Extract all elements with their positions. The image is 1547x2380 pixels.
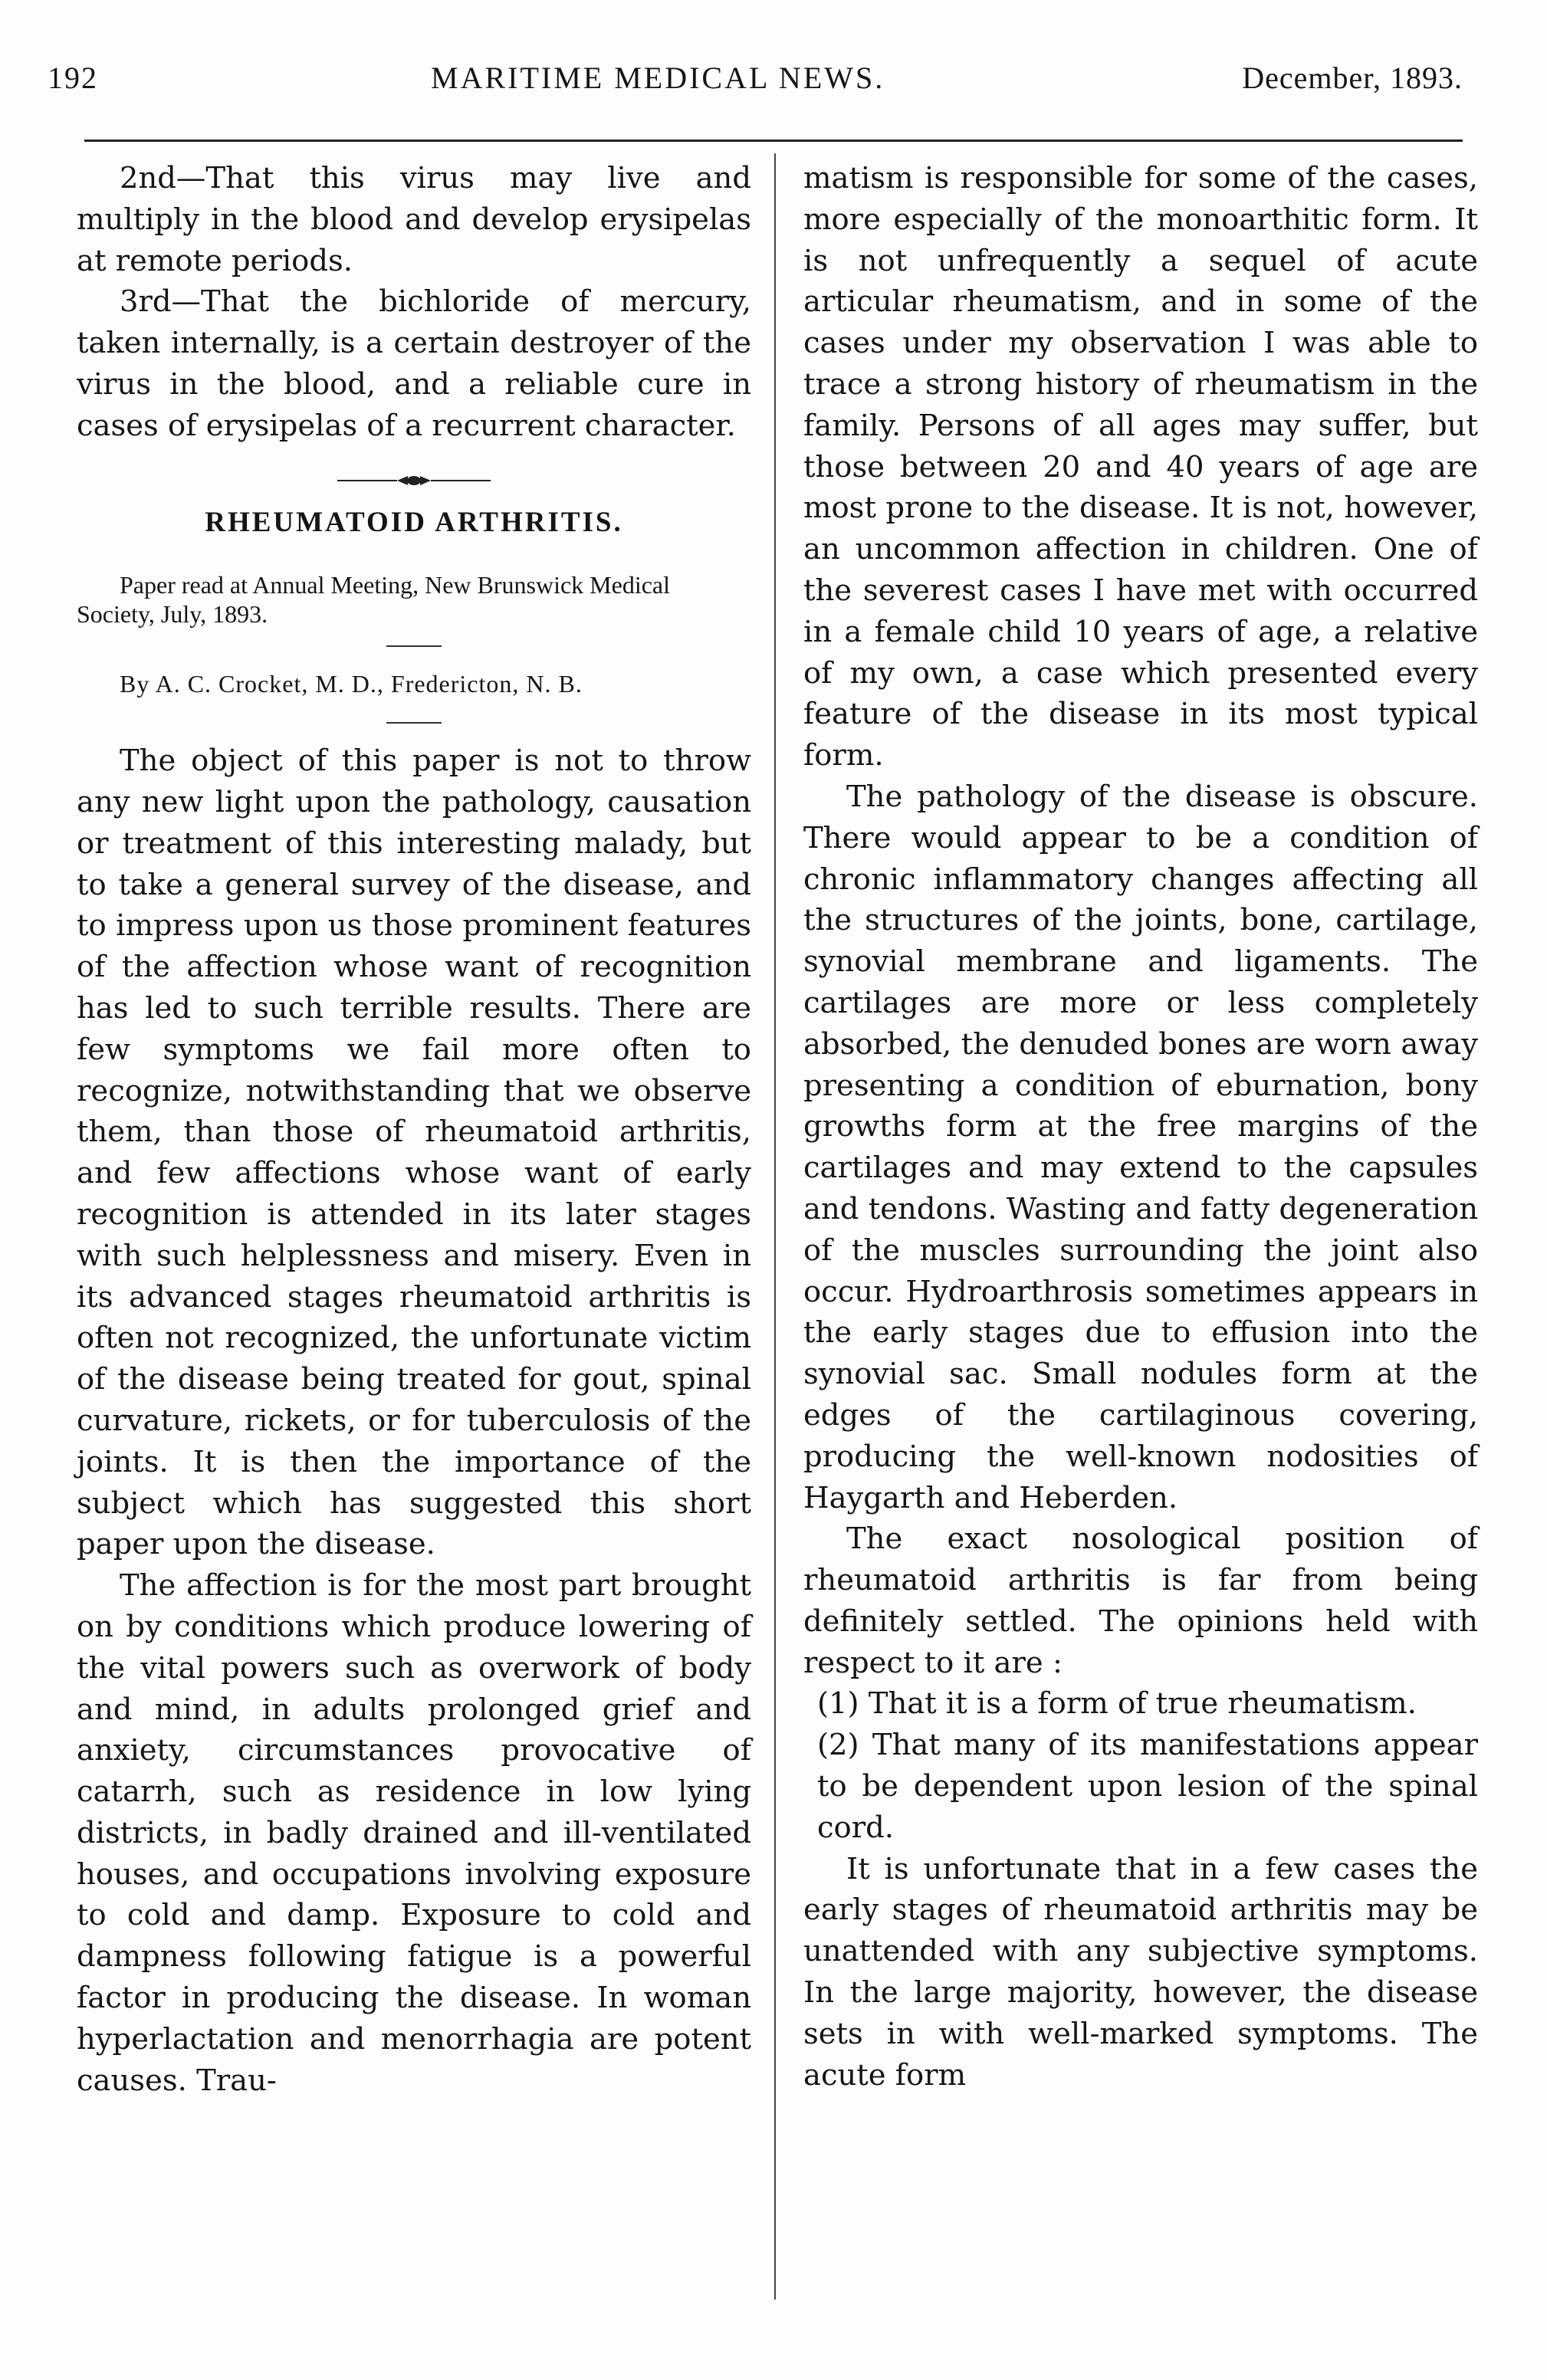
article-subtitle: Paper read at Annual Meeting, New Brunswick Medical Society, July, 1893. <box>77 571 671 629</box>
paragraph: 3rd—That the bichloride of mercury, taken internally, is a certain destroyer of the virus in the blood, and a reliable cure in cases of erysipelas of a recurrent character. <box>77 284 751 443</box>
issue-date: December, 1893. <box>1242 61 1463 95</box>
left-column <box>77 158 751 2101</box>
short-rule <box>386 645 442 647</box>
paragraph: 2nd—That this virus may live and multiply in the blood and develop erysipelas at remote periods. <box>77 161 751 278</box>
right-column <box>803 158 1478 2096</box>
journal-title: MARITIME MEDICAL NEWS. <box>431 61 885 95</box>
page-header <box>48 60 1463 113</box>
paragraph: The exact nosological position of rheumatoid arthritis is far from being definitely settled. The opinions held with respect to it are : <box>803 1522 1478 1680</box>
paragraph: matism is responsible for some of the cases, more especially of the monoarthitic form. It is not unfrequently a sequel of acute articular rheumatism, and in some of the cases under my observation I was able to trace a strong history of rheumatism in the family. Persons of all ages may suffer, but those between 20 and 40 years of age are most prone to the disease. It is not, however, an uncommon affection in children. One of the severest cases I have met with occurred in a female child 10 years of age, a relative of my own, a case which presented every feature of the disease in its most typical form. <box>803 161 1478 773</box>
list-item: (1) That it is a form of true rheumatism. <box>817 1686 1417 1722</box>
article-title: RHEUMATOID ARTHRITIS. <box>205 506 623 538</box>
short-rule <box>386 722 442 724</box>
page-number: 192 <box>48 61 98 95</box>
paragraph: The affection is for the most part brought on by conditions which produce lowering of the vital powers such as overwork of body and mind, in adults prolonged grief and anxiety, circumstances provocative of catarrh, such as residence in low lying districts, in badly drained and ill-ventilated houses, and occupations involving exposure to cold and damp. Exposure to cold and dampness following fatigue is a powerful factor in producing the disease. In woman hyperlactation and menorrhagia are potent causes. Trau- <box>77 1568 751 2098</box>
list-item: (2) That many of its manifestations appear to be dependent upon lesion of the spinal cord. <box>817 1728 1478 1845</box>
paragraph: It is unfortunate that in a few cases the early stages of rheumatoid arthritis may be unattended with any subjective symptoms. In the large majority, however, the disease sets in with well-marked symptoms. The acute form <box>803 1851 1478 2093</box>
section-ornament <box>77 473 751 493</box>
paragraph: The pathology of the disease is obscure. There would appear to be a condition of chronic inflammatory changes affecting all the structures of the joints, bone, cartilage, synovial membrane and ligaments. The cartilages are more or less completely absorbed, the denuded bones are worn away presenting a condition of eburnation, bony growths form at the free margins of the cartilages and may extend to the capsules and tendons. Wasting and fatty degeneration of the muscles surrounding the joint also occur. Hydroarthrosis sometimes appears in the early stages due to effusion into the synovial sac. Small nodules form at the edges of the cartilaginous covering, producing the well-known nodosities of Haygarth and Heberden. <box>803 779 1478 1515</box>
column-divider <box>774 153 776 2300</box>
paragraph: The object of this paper is not to throw any new light upon the pathology, causation or treatment of this interesting malady, but to take a general survey of the disease, and to impress upon us those prominent features of the affection whose want of recognition has led to such terrible results. There are few symptoms we fail more often to recognize, notwithstanding that we observe them, than those of rheumatoid arthritis, and few affections whose want of early recognition is attended in its later stages with such helplessness and misery. Even in its advanced stages rheumatoid arthritis is often not recognized, the unfortunate victim of the disease being treated for gout, spinal curvature, rickets, or for tuberculosis of the joints. It is then the importance of the subject which has suggested this short paper upon the disease. <box>77 744 751 1562</box>
header-rule <box>84 140 1463 142</box>
article-byline: By A. C. Crocket, M. D., Fredericton, N. B. <box>120 670 583 698</box>
